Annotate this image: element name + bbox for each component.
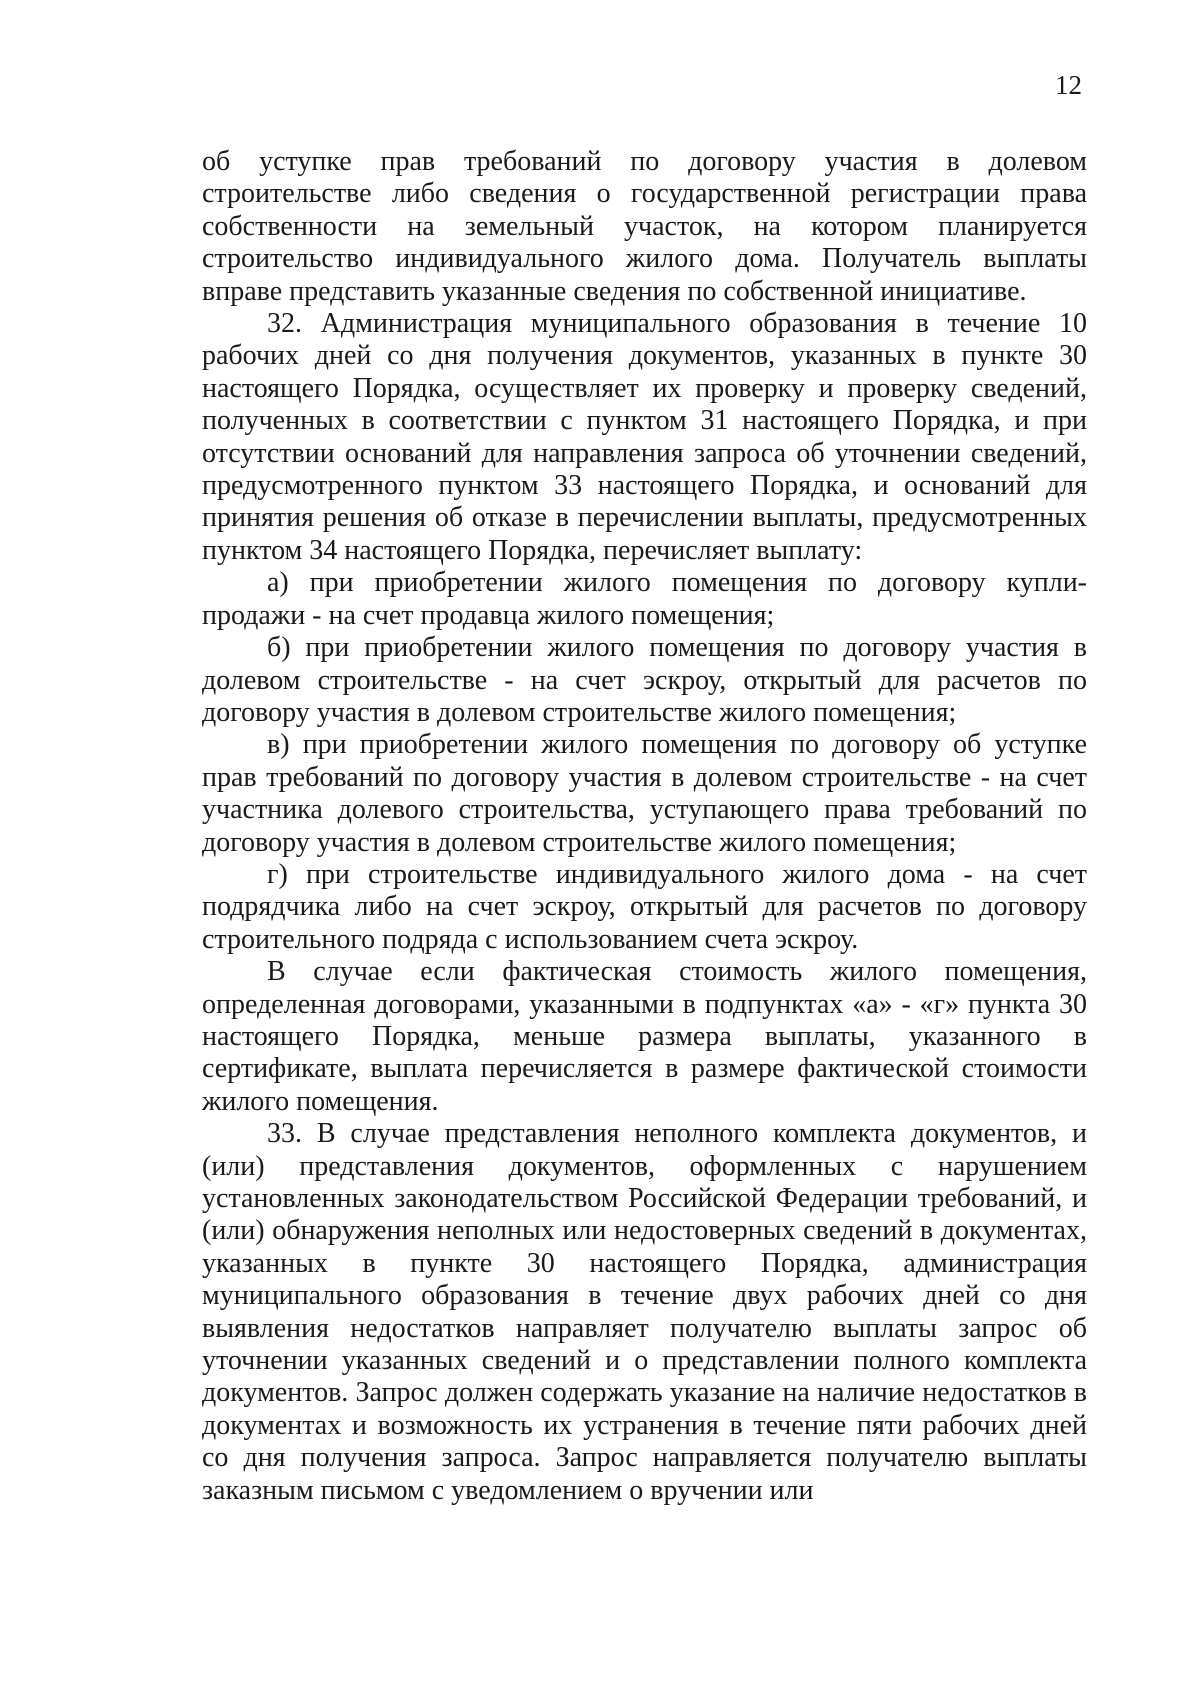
page-number: 12 — [1055, 70, 1082, 100]
paragraph-continuation: об уступке прав требований по договору участия в долевом строительстве либо сведения о государственной регистрации права собственности на земельный участок, на котором планируется строительство индивидуального жилого дома. Получатель выплаты вправе представить указанные сведения по собственной инициативе. — [202, 146, 1087, 307]
paragraph-item-32-b: б) при приобретении жилого помещения по договору участия в долевом строительстве - на счет эскроу, открытый для расчетов по договору участия в долевом строительстве жилого помещения; — [202, 632, 1087, 728]
paragraph-item-32: 32. Администрация муниципального образования в течение 10 рабочих дней со дня получения документов, указанных в пункте 30 настоящего Порядка, осуществляет их проверку и проверку сведений, полученных в соответствии с пунктом 31 настоящего Порядка, и при отсутствии оснований для направления запроса об уточнении сведений, предусмотренного пунктом 33 настоящего Порядка, и оснований для принятия решения об отказе в перечислении выплаты, предусмотренных пунктом 34 настоящего Порядка, перечисляет выплату: — [202, 308, 1087, 566]
paragraph-item-32-g: г) при строительстве индивидуального жилого дома - на счет подрядчика либо на счет эскроу, открытый для расчетов по договору строительного подряда с использованием счета эскроу. — [202, 858, 1087, 955]
paragraph-item-32-a: а) при приобретении жилого помещения по договору купли-продажи - на счет продавца жилого помещения; — [202, 567, 1087, 631]
paragraph-item-33: 33. В случае представления неполного комплекта документов, и (или) представления документов, оформленных с нарушением установленных законодательством Российской Федерации требований, и (или) обнаружения неполных или недостоверных сведений в документах, указанных в пункте 30 настоящего Порядка, администрация муниципального образования в течение двух рабочих дней со дня выявления недостатков направляет получателю выплаты запрос об уточнении указанных сведений и о представлении полного комплекта документов. Запрос должен содержать указание на наличие недостатков в документах и возможность их устранения в течение пяти рабочих дней со дня получения запроса. Запрос направляется получателю выплаты заказным письмом с уведомлением о вручении или — [202, 1118, 1087, 1506]
paragraph-item-32-v: в) при приобретении жилого помещения по договору об уступке прав требований по договору участия в долевом строительстве - на счет участника долевого строительства, уступающего права требований по договору участия в долевом строительстве жилого помещения; — [202, 729, 1087, 858]
document-body — [202, 146, 1087, 1507]
paragraph-item-32-note: В случае если фактическая стоимость жилого помещения, определенная договорами, указанными в подпунктах «а» - «г» пункта 30 настоящего Порядка, меньше размера выплаты, указанного в сертификате, выплата перечисляется в размере фактической стоимости жилого помещения. — [202, 956, 1087, 1117]
